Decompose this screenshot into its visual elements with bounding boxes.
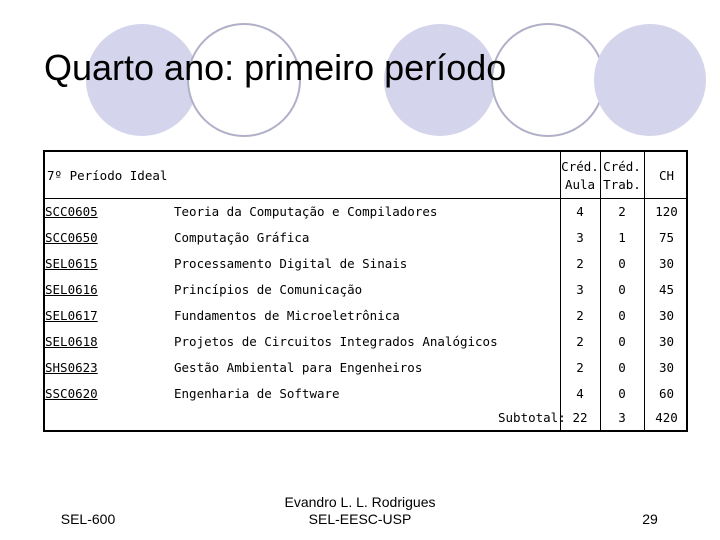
course-cred-trab: 0	[618, 308, 626, 323]
course-cred-aula: 4	[576, 386, 584, 401]
course-name: Teoria da Computação e Compiladores	[174, 204, 438, 219]
circle-filled-3	[594, 24, 706, 136]
subtotal-label: Subtotal:	[498, 410, 566, 425]
course-cred-trab: 0	[618, 360, 626, 375]
subtotal-ch: 420	[655, 410, 678, 425]
course-cred-aula: 2	[576, 334, 584, 349]
course-cred-trab: 2	[618, 204, 626, 219]
course-name: Projetos de Circuitos Integrados Analógicos	[174, 334, 498, 349]
header-divider	[45, 198, 686, 199]
course-cred-aula: 3	[576, 230, 584, 245]
course-code[interactable]: SEL0617	[45, 308, 98, 323]
course-ch: 120	[655, 204, 678, 219]
slide-title: Quarto ano: primeiro período	[44, 47, 507, 88]
header-cred-trab-2: Trab.	[603, 177, 641, 192]
course-cred-aula: 2	[576, 308, 584, 323]
course-name: Engenharia de Software	[174, 386, 340, 401]
header-cred-aula-1: Créd.	[561, 159, 599, 174]
course-code[interactable]: SEL0618	[45, 334, 98, 349]
footer-institution: SEL-EESC-USP	[308, 511, 412, 527]
circle-ring-2	[492, 24, 604, 136]
course-name: Fundamentos de Microeletrônica	[174, 308, 400, 323]
header-cred-trab-1: Créd.	[603, 159, 641, 174]
course-cred-aula: 2	[576, 360, 584, 375]
course-cred-trab: 0	[618, 334, 626, 349]
course-cred-aula: 2	[576, 256, 584, 271]
course-ch: 30	[658, 308, 675, 323]
subtotal-trab: 3	[618, 410, 626, 425]
course-ch: 30	[658, 360, 675, 375]
header-cred-aula-2: Aula	[564, 177, 596, 192]
course-cred-trab: 1	[618, 230, 626, 245]
course-code[interactable]: SHS0623	[45, 360, 98, 375]
footer-page-number: 29	[642, 511, 658, 527]
course-ch: 30	[658, 334, 675, 349]
course-ch: 75	[658, 230, 675, 245]
course-table	[43, 150, 688, 432]
course-ch: 30	[658, 256, 675, 271]
course-name: Gestão Ambiental para Engenheiros	[174, 360, 423, 375]
course-ch: 60	[658, 386, 675, 401]
course-name: Computação Gráfica	[174, 230, 310, 245]
footer-author: Evandro L. L. Rodrigues	[284, 494, 436, 510]
course-cred-aula: 3	[576, 282, 584, 297]
course-code[interactable]: SCC0605	[45, 204, 98, 219]
course-code[interactable]: SEL0615	[45, 256, 98, 271]
course-cred-trab: 0	[618, 386, 626, 401]
header-period: 7º Período Ideal	[47, 168, 168, 183]
course-ch: 45	[658, 282, 675, 297]
footer-course: SEL-600	[60, 511, 116, 527]
course-code[interactable]: SSC0620	[45, 386, 98, 401]
course-code[interactable]: SEL0616	[45, 282, 98, 297]
course-cred-trab: 0	[618, 282, 626, 297]
subtotal-aula: 22	[572, 410, 588, 425]
course-name: Princípios de Comunicação	[174, 282, 363, 297]
course-cred-trab: 0	[618, 256, 626, 271]
course-name: Processamento Digital de Sinais	[174, 256, 408, 271]
course-cred-aula: 4	[576, 204, 584, 219]
header-ch: CH	[658, 168, 675, 183]
course-code[interactable]: SCC0650	[45, 230, 98, 245]
